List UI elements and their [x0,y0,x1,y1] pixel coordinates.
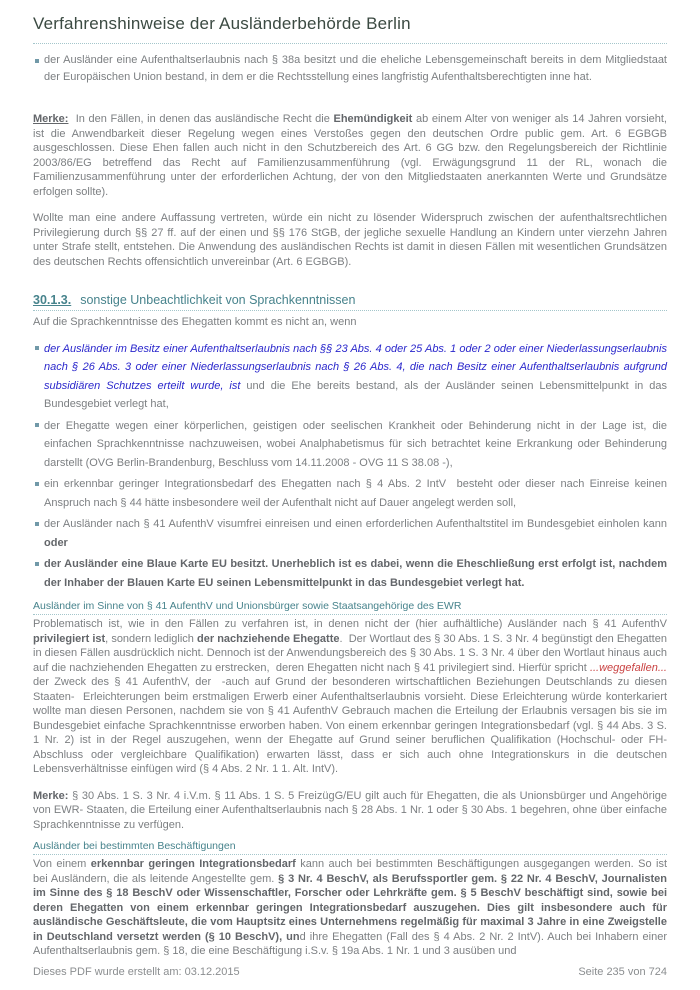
bullet-list [33,340,671,593]
text-run: der Ausländer nach § 41 AufenthV visumfrei einreisen und einen erforderlichen Aufenthaltstitel im Bundesgebiet einholen kann [44,518,671,530]
section-number: 30.1.3. [33,293,72,307]
page-title: Verfahrenshinweise der Ausländerbehörde Berlin [33,14,667,44]
text-run: , sondern lediglich [105,632,197,645]
text-run: Von einem [33,858,91,870]
text-run: Merke: [33,113,69,125]
sub-heading: Ausländer bei bestimmten Beschäftigungen [33,840,667,855]
text-run: Merke: [33,789,69,802]
section-heading [33,293,667,311]
text-run: der Ehegatte wegen einer körperlichen, geistigen oder seelischen Krankheit oder Behinderung nicht in der Lage ist, die einfachen Sprachkenntnisse nachzuweisen, wobei Analphabetismus für sich betrachtet keine Erkrankung oder Behinderung darstellt (OVG Berlin-Brandenburg, Beschluss vom 14.11.2008 - OVG 11 S 38.08 -), [44,419,671,469]
bullet-square-icon [35,59,39,63]
footer [33,966,667,978]
sub-heading: Ausländer im Sinne von § 41 AufenthV und Unionsbürger sowie Staatsangehörige des EWR [33,600,667,615]
text-run: ein erkennbar geringer Integrationsbedarf des Ehegatten nach § 4 Abs. 2 IntV besteht oder dieser nach Einreise keinen Anspruch nach § 44 hätte insbesondere weil der Aufenthalt nicht auf Dauer angelegt werden soll, [44,478,670,509]
bullet-item [35,417,671,473]
paragraph [33,617,671,777]
paragraph [33,211,671,269]
text-run: ab einem Alter von weniger als 14 Jahren vorsieht, ist die Anwendbarkeit dieser Regelung wegen eines Verstoßes gegen den deutschen Ordre public gem. Art. 6 EGBGB ausgeschlossen. Diese Ehen fallen auch nicht in den Schutzbereich des Art. 6 GG bzw. den Regelungsbereich der Richtlinie 2003/86/EG betreffend das Recht auf Familienzusammenführung (vgl. Erwägungsgrund 11 der RL, wonach die Familienzusammenführung unter der erforderlichen Achtung, der von den Mitgliedstaaten anerkannten Werte und Grundsätze erfolgen sollte). [33,113,671,198]
paragraph [33,315,667,330]
paragraph [33,789,671,833]
text-run: der Ausländer eine Blaue Karte EU besitzt. Unerheblich ist es dabei, wenn die Eheschließung erst erfolgt ist, nachdem der Inhaber der Blauen Karte EU seinen Lebensmittelpunkt in das Bundesgebiet verlegt hat. [44,558,671,589]
bullet-item [35,52,671,86]
text-run: Ehemündigkeit [333,113,413,125]
bullet-item [35,555,671,592]
bullet-list [33,52,671,86]
text-run: der Ausländer im Besitz einer Aufenthaltserlaubnis nach §§ 23 Abs. 4 oder 25 Abs. 1 oder 2 oder einer Niederlassungserlaubnis nach § 26 Abs. 3 oder einer Niederlassungserlaubnis nach § 26 Abs. 4, die nach Besitz einer Aufenthaltserlaubnis aufgrund subsidiären Schutzes erteilt wurde, ist [44,342,671,392]
text-run: Auf die Sprachkenntnisse des Ehegatten kommt es nicht an, wenn [33,316,357,328]
bullet-square-icon [35,522,39,526]
footer-page-number: Seite 235 von 724 [578,966,667,978]
bullet-square-icon [35,482,39,486]
text-run: . Der Wortlaut des § 30 Abs. 1 S. 3 Nr. 4 begünstigt den Ehegatten in diesen Fällen ausdrücklich nicht. Dennoch ist der Anwendungsbereich des § 30 Abs. 1 S. 3 Nr. 4 über den Wortlaut hinaus auch auf die nachziehenden Ehegatten zu erstrecken, deren Ehegatten nicht nach § 41 privilegiert sind. Hierfür spricht [33,632,671,674]
text-run: oder [44,536,68,549]
bullet-item [35,340,671,414]
text-run: d ihre Ehegatten (Fall des § 4 Abs. 2 Nr. 2 IntV). Auch bei Inhabern einer Aufenthaltserlaubnis gem. § 18, die eine Beschäftigung i.S.v. § 19a Abs. 1 Nr. 1 und 3 ausüben und [33,930,670,957]
bullet-square-icon [35,346,39,350]
text-run: § 30 Abs. 1 S. 3 Nr. 4 i.V.m. § 11 Abs. 1 S. 5 FreizügG/EU gilt auch für Ehegatten, die als Unionsbürger und Angehörige von EWR- Staaten, die Erteilung einer Aufenthaltserlaubnis nach § 28 Abs. 1 Nr. 1 oder § 30 Abs. 1 begehren, ohne über einfache Sprachkenntnisse zu verfügen. [33,789,671,831]
text-run: kann auch bei bestimmten Beschäftigungen ausgegangen werden. So ist bei Ausländern, die als leitende Angestellte gem. [33,858,671,885]
text-run: In den Fällen, in denen das ausländische Recht die [68,113,334,125]
footer-creation-date: Dieses PDF wurde erstellt am: 03.12.2015 [33,966,240,978]
text-run: Wollte man eine andere Auffassung vertreten, würde ein nicht zu lösender Widerspruch zwischen der aufenthaltsrechtlichen Privilegierung durch §§ 27 ff. auf der einen und §§ 176 StGB, der jegliche sexuelle Handlung an Kindern unter vierzehn Jahren unter Strafe stellt, entstehen. Die Anwendung des ausländischen Rechts ist damit in diesen Fällen mit wesentlichen Grundsätzen des deutschen Rechts offensichtlich unvereinbar (Art. 6 EGBGB). [33,212,671,268]
bullet-square-icon [35,423,39,427]
bullet-square-icon [35,562,39,566]
text-run: der Ausländer eine Aufenthaltserlaubnis nach § 38a besitzt und die eheliche Lebensgemeinschaft bereits in dem Mitgliedstaat der Europäischen Union bestand, in dem er die Rechtsstellung eines langfristig Aufenthaltsberechtigten inne hat. [44,54,671,83]
section-title: sonstige Unbeachtlichkeit von Sprachkenntnissen [80,293,356,307]
text-run: der nachziehende Ehegatte [197,632,340,645]
paragraph [33,112,671,199]
text-run: privilegiert ist [33,632,106,645]
bullet-item [35,515,671,552]
text-run: § 3 Nr. 4 BeschV, als Berufssportler gem. § 22 Nr. 4 BeschV, Journalisten im Sinne des § 18 BeschV oder Wissenschaftler, Forscher oder Lehrkräfte gem. § 5 BeschV beschäftigt sind, sowie bei deren Ehegatten von einem erkennbar geringen Integrationsbedarf auszugehen. Dies gilt insbesondere auch für ausländische Geschäftsleute, die vom Hauptsitz eines Unternehmens regelmäßig für maximal 3 Jahre in eine Zweigstelle in Deutschland versetzt werden (§ 10 BeschV), un [33,872,671,943]
paragraph [33,857,671,959]
text-run: erkennbar geringen Integrationsbedarf [90,858,296,870]
text-run: Problematisch ist, wie in den Fällen zu verfahren ist, in denen nicht der (hier aufhältliche) Ausländer nach § 41 AufenthV [33,618,671,630]
text-run: und die Ehe bereits bestand, als der Ausländer seinen Lebensmittelpunkt in das Bundesgebiet verlegt hat, [44,379,671,410]
text-run: der Zweck des § 41 AufenthV, der -auch auf Grund der besonderen wirtschaftlichen Beziehungen Deutschlands zu diesen Staaten- Erleichterungen beim erstmaligen Erwerb einer Aufenthaltserlaubnis vorsieht. Diese Erleichterung würde konterkariert wollte man diesen Personen, nachdem sie von § 41 AufenthV Gebrauch machen die Erteilung der Erlaubnis versagen bis sie im Bundesgebiet einfache Sprachkenntnisse erworben haben. Von einem erkennbar geringen Integrationsbedarf (vgl. § 44 Abs. 3 S. 1 Nr. 2) ist in der Regel auszugehen, wenn der Ehegatte auf Grund seiner beruflichen Qualifikation (Hochschul- oder FH- Abschluss oder vergleichbare Qualifikation) erwarten lässt, dass er sich auch ohne Integrationskurs in die deutschen Lebensverhältnisse einfügen wird (§ 4 Abs. 2 Nr. 1 1. Alt. IntV). [33,661,671,775]
text-run: ...weggefallen... [589,661,667,674]
bullet-item [35,475,670,512]
document-body [33,52,671,959]
